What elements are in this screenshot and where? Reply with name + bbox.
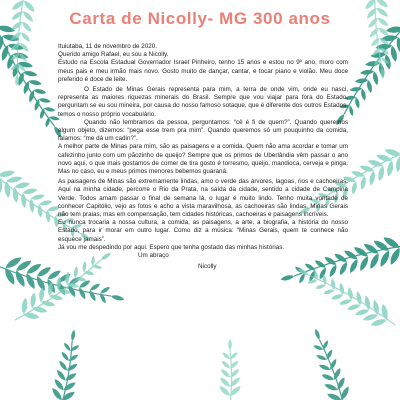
letter-paragraph: Já vou me despedindo por aqui. Espero que tenha gostado das minhas histórias. [58, 243, 285, 251]
letter-date: Ituiutaba, 11 de novembro de 2020. [58, 43, 157, 50]
letter-greeting: Querido amigo Rafael, eu sou a Nicolly. [58, 51, 169, 59]
letter-paragraph: Estudo na Escola Estadual Governador Israel Pinheiro, tenho 15 anos e estou no 9º ano, moro com meus pais e meu irmão mais novo. Gosto muito de dançar, cantar, e tocar piano e violão. Meu doce preferido é doce de leite. [58, 59, 348, 83]
letter-paragraph: Quando não lembramos da pessoa, perguntamos: “cê é fi de quem?”. Quando queremos algum objeto, dizemos: “pega esse trem pra mim”. Quando queremos só um pouquinho da comida, falamos: “me dá um cadin?”. [58, 118, 348, 143]
letter-body [58, 43, 348, 271]
letter-paragraph: A melhor parte de Minas para mim, são as paisagens e a comida. Quem não ama acordar e tomar um cafezinho junto com um pãozinho de queijo? Sempre que os primos de Uberlândia vêm passar o ano novo aqui, o que mais gostamos de comer de tira gosto é torresmo, queijo, mandioca, cerveja e pinga. Mas no caso, eu e meus primos menores bebemos guaraná. [58, 143, 348, 176]
letter-closing: Um abraço [138, 252, 169, 260]
page-title: Carta de Nicolly- MG 300 anos [69, 9, 331, 28]
letter-paragraph: As paisagens de Minas são extremamente lindas, amo o verde das árvores, lagoas, rios e cachoeiras. Aqui na minha cidade, percorre o Rio da Prata, na saída da cidade, sentido a cidade de Campina Verde. Todos amam passar o final de semana lá, o lugar é muito lindo. Tenho muita vontade de conhecer Capitólio, vejo as fotos e acho a vista maravilhosa, as cachoeiras são lindas. Minas Gerais não tem praias, mas em compensação, tem cidades históricas, cachoeiras e paisagens incríveis. [58, 178, 348, 219]
letter-paragraph: Eu nunca trocaria a nossa cultura, a comida, as paisagens, a arte, a biografia, a história do nosso Estado, para ir morar em outro lugar. Como diz a música: “Minas Gerais, quem te conhece não esquece jamais”. [58, 219, 348, 243]
letter-signature: Nicolly [198, 263, 217, 271]
letter-paragraph: O Estado de Minas Gerais representa para mim, a terra de onde vim, onde eu nasci, representa as maiores riquezas minerais do Brasil. Sempre que vou viajar para fora do Estado, perguntam se eu sou mineira, por causa do nosso famoso sotaque, que é diferente dos outros Estados, temos o nosso próprio vocabulário. [58, 86, 348, 118]
